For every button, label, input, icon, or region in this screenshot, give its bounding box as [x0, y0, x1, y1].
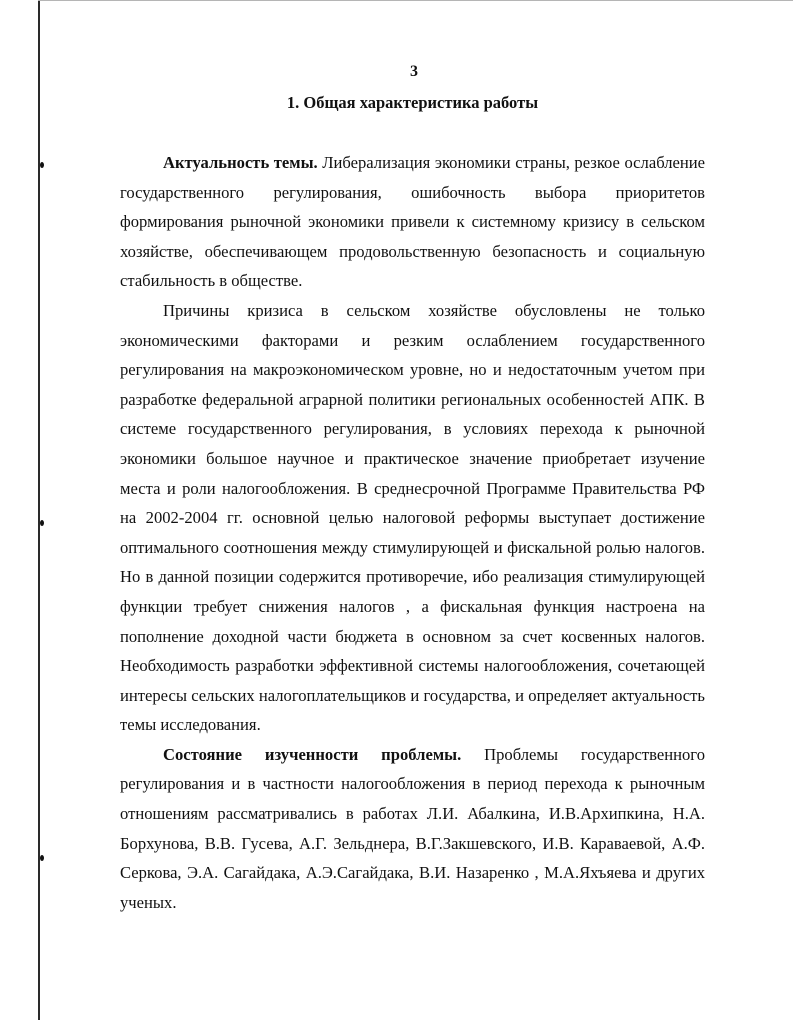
scan-mark-3: [40, 855, 44, 861]
page-number: 3: [410, 63, 418, 80]
paragraph-relevance: [120, 148, 705, 296]
scan-top-edge: [38, 0, 793, 1]
paragraph-lead: Актуальность темы.: [163, 153, 318, 172]
paragraph-causes: [120, 296, 705, 740]
paragraph-text: Либерализация экономики страны, резкое ослабление государственного регулирования, ошибочность выбора приоритетов формирования рыночной экономики привели к системному кризису в сельском хозяйстве, обеспечивающем продовольственную безопасность и социальную стабильность в обществе.: [120, 153, 705, 291]
paragraph-lead: Состояние изученности проблемы.: [163, 744, 462, 764]
paragraph-state-of-research: [120, 740, 705, 918]
paragraph-text: Причины кризиса в сельском хозяйстве обусловлены не только экономическими факторами и резким ослаблением государственного регулирования на макроэкономическом уровне, но и недостаточным учетом при разработке федеральной аграрной политики региональных особенностей АПК. В системе государственного регулирования, в условиях перехода к рыночной экономики большое научное и практическое значение приобретает изучение места и роли налогообложения. В среднесрочной Программе Правительства РФ на 2002-2004 гг. основной целью налоговой реформы выступает достижение оптимального соотношения между стимулирующей и фискальной ролью налогов. Но в данной позиции содержится противоречие, ибо реализация стимулирующей функции требует снижения налогов , а фискальная функция настроена на пополнение доходной части бюджета в основном за счет косвенных налогов. Необходимость разработки эффективной системы налогообложения, сочетающей интересы сельских налогоплательщиков и государства, и определяет актуальность темы исследования.: [120, 300, 705, 735]
paragraph-text: Проблемы государственного регулирования и в частности налогообложения в период перехода к рыночным отношениям рассматривались в работах Л.И. Абалкина, И.В.Архипкина, Н.А. Борхунова, В.В. Гусева, А.Г. Зельднера, В.Г.Закшевского, И.В. Караваевой, А.Ф. Серкова, Э.А. Сагайдака, А.Э.Сагайдака, В.И. Назаренко , М.А.Яхъяева и других ученых.: [120, 744, 705, 912]
document-body: [120, 148, 705, 917]
scan-left-edge: [38, 0, 40, 1020]
section-title: 1. Общая характеристика работы: [286, 93, 539, 112]
scan-mark-2: [40, 520, 44, 526]
scan-mark-1: [40, 162, 44, 168]
